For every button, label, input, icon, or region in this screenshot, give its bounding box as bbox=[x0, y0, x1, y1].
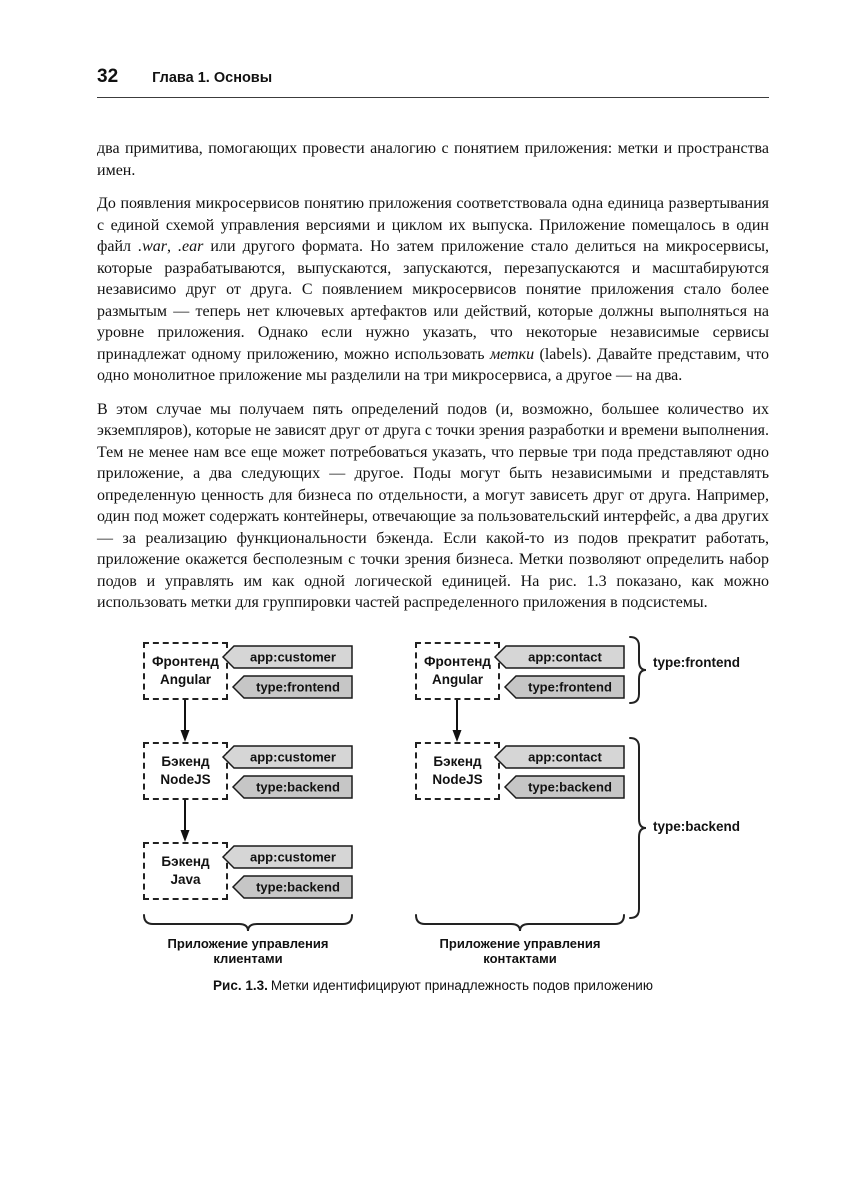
pod-frontend-angular-contact bbox=[415, 642, 500, 700]
page-body bbox=[97, 138, 769, 993]
figure-caption-text: Метки идентифицируют принадлежность подов приложению bbox=[270, 977, 653, 993]
label-tag-type bbox=[503, 775, 625, 799]
pod-name: Фронтенд Angular bbox=[151, 653, 219, 687]
svg-text:app:customer: app:customer bbox=[250, 849, 336, 864]
brace-label-type-frontend: type:frontend bbox=[653, 654, 740, 670]
svg-text:type:frontend: type:frontend bbox=[528, 679, 612, 694]
under-brace-left bbox=[143, 914, 353, 932]
down-arrow bbox=[449, 700, 465, 742]
side-brace-backend bbox=[629, 737, 647, 919]
label-tag-app bbox=[221, 845, 353, 869]
svg-text:app:contact: app:contact bbox=[528, 649, 602, 664]
pod-backend-nodejs-customer bbox=[143, 742, 228, 800]
pod-frontend-angular-customer bbox=[143, 642, 228, 700]
brace-label-type-backend: type:backend bbox=[653, 818, 741, 834]
label-tag-type bbox=[231, 675, 353, 699]
figure-number: Рис. 1.3. bbox=[213, 977, 268, 993]
label-tag-type bbox=[231, 875, 353, 899]
side-brace-frontend bbox=[629, 636, 647, 704]
paragraph: В этом случае мы получаем пять определений подов (и, возможно, большее количество их экземпляров), которые не зависят друг от друга с точки зрения разработки и времени выполнения. Тем не менее нам все еще может потребоваться указать, что первые три пода представляют одно приложение, а два следующих — другое. Поды могут быть независимыми и представлять определенную ценность для бизнеса по отдельности, а могут зависеть друг от друга. Например, один под может содержать контейнеры, отвечающие за пользовательский интерфейс, а два других — за реализацию функциональности бэкенда. Если какой-то из подов прекратит работать, приложение окажется бесполезным с точки зрения бизнеса. Метки позволяют определить набор подов и управлять им как одной логической единицей. На рис. 1.3 показано, как можно использовать метки для группировки частей распределенного приложения в подсистемы. bbox=[97, 400, 769, 611]
svg-text:type:backend: type:backend bbox=[256, 779, 340, 794]
page-header bbox=[97, 66, 769, 88]
group-caption-contacts: Приложение управления контактами bbox=[439, 935, 601, 966]
pod-name: Фронтенд Angular bbox=[423, 653, 491, 687]
label-tag-app bbox=[493, 645, 625, 669]
label-tag-type bbox=[503, 675, 625, 699]
svg-text:type:backend: type:backend bbox=[528, 779, 612, 794]
pod-backend-java-customer bbox=[143, 842, 228, 900]
pod-name: Бэкенд NodeJS bbox=[432, 753, 483, 787]
page-number: 32 bbox=[97, 66, 119, 87]
group-caption-customers: Приложение управления клиентами bbox=[167, 935, 329, 966]
svg-text:app:contact: app:contact bbox=[528, 749, 602, 764]
pod-name: Бэкенд NodeJS bbox=[160, 753, 211, 787]
header-rule bbox=[97, 97, 769, 98]
down-arrow bbox=[177, 700, 193, 742]
figure-caption bbox=[97, 978, 769, 993]
paragraph: два примитива, помогающих провести аналогию с понятием приложения: метки и пространства имен. bbox=[97, 140, 769, 179]
paragraph: До появления микросервисов понятию приложения соответствовала одна единица развертывания с единой схемой управления версиями и циклом их выпуска. Приложение помещалось в один файл .war, .ear или другого формата. Но затем приложение стало делиться на микросервисы, которые разрабатываются, выпускаются, запускаются, перезапускаются и масштабируются независимо друг от друга. С появлением микросервисов понятие приложения стало более размытым — теперь нет ключевых артефактов или действий, которые должны выполняться на уровне приложения. Однако если нужно указать, что некоторые независимые сервисы принадлежат одному приложению, можно использовать метки (labels). Давайте представим, что одно монолитное приложение мы разделили на три микросервиса, а другое — на два. bbox=[97, 195, 770, 384]
svg-text:app:customer: app:customer bbox=[250, 649, 336, 664]
down-arrow bbox=[177, 800, 193, 842]
chapter-title: Глава 1. Основы bbox=[152, 70, 273, 86]
paragraphs bbox=[97, 138, 769, 614]
figure-1-3 bbox=[97, 630, 769, 993]
under-brace-right bbox=[415, 914, 625, 932]
pod-name: Бэкенд Java bbox=[161, 853, 210, 887]
label-tag-type bbox=[231, 775, 353, 799]
label-tag-app bbox=[221, 745, 353, 769]
svg-text:type:backend: type:backend bbox=[256, 879, 340, 894]
labels-diagram bbox=[97, 630, 769, 966]
pod-backend-nodejs-contact bbox=[415, 742, 500, 800]
label-tag-app bbox=[221, 645, 353, 669]
svg-text:app:customer: app:customer bbox=[250, 749, 336, 764]
svg-text:type:frontend: type:frontend bbox=[256, 679, 340, 694]
label-tag-app bbox=[493, 745, 625, 769]
